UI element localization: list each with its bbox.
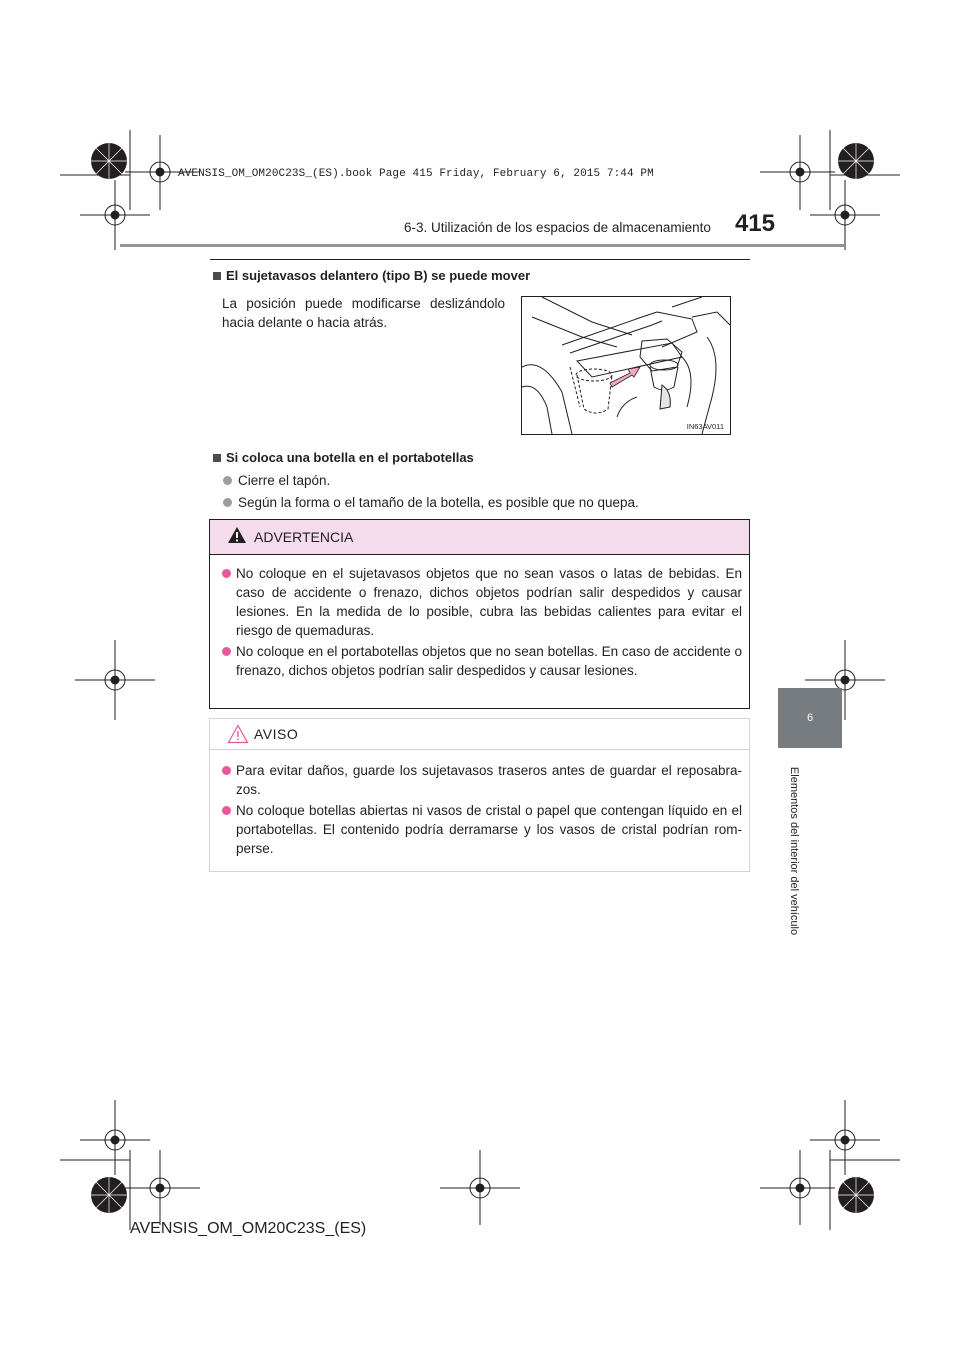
illustration-code: IN63AV011 [686,422,724,431]
bullet-dot-icon [223,476,232,485]
bottle-tip-2: Según la forma o el tamaño de la botella, es posible que no quepa. [223,493,639,512]
footer-doc-id: AVENSIS_OM_OM20C23S_(ES) [130,1220,367,1237]
bullet-dot-icon [222,569,231,578]
book-stamp: AVENSIS_OM_OM20C23S_(ES).book Page 415 Friday, February 6, 2015 7:44 PM [178,168,654,180]
section-heading-bottle: Si coloca una botella en el portabotellas [213,450,474,465]
chapter-title: Elementos del interior del vehículo [788,766,800,936]
notice-item-2: No coloque botellas abiertas ni vasos de cristal o papel que contengan líquido en el portabotellas. El contenido podría derramarse y los vasos de cristal podrían rom-perse. [222,801,742,858]
warning-box [209,519,750,709]
section-title: 6-3. Utilización de los espacios de almacenamiento [404,220,711,235]
chapter-side-label [779,750,809,960]
bullet-dot-icon [222,647,231,656]
header-rule [120,244,845,247]
notice-title: AVISO [254,726,299,742]
notice-item-1: Para evitar daños, guarde los sujetavasos traseros antes de guardar el reposabra-zos. [222,761,742,799]
cupholder-illustration [521,296,731,435]
bottle-tip-1: Cierre el tapón. [223,471,330,490]
warning-header [210,520,749,555]
caution-triangle-icon [227,724,249,744]
warning-item-1: No coloque en el sujetavasos objetos que no sean vasos o latas de bebidas. En caso de accidente o frenazo, dichos objetos podrían salir despedidos y causar lesiones. En la medida de lo posible, cubra las bebidas calientes para evitar el riesgo de quemaduras. [222,564,742,640]
notice-header [210,719,749,750]
console-drawing [522,297,730,434]
warning-triangle-icon [227,526,247,544]
page-number: 415 [734,210,775,237]
bullet-dot-icon [222,806,231,815]
cupholder-description: La posición puede modificarse deslizándolo hacia delante o hacia atrás. [222,296,505,330]
warning-title: ADVERTENCIA [254,529,354,545]
warning-item-2: No coloque en el portabotellas objetos que no sean botellas. En caso de accidente o frenazo, dichos objetos podrían salir despedidos y causar lesiones. [222,642,742,680]
notice-box [209,718,750,872]
chapter-tab: 6 [778,688,842,748]
content-rule [210,259,750,260]
square-bullet-icon [213,272,221,280]
bullet-dot-icon [223,498,232,507]
bullet-dot-icon [222,766,231,775]
section-heading-cupholder: El sujetavasos delantero (tipo B) se puede mover [213,268,530,283]
square-bullet-icon [213,454,221,462]
